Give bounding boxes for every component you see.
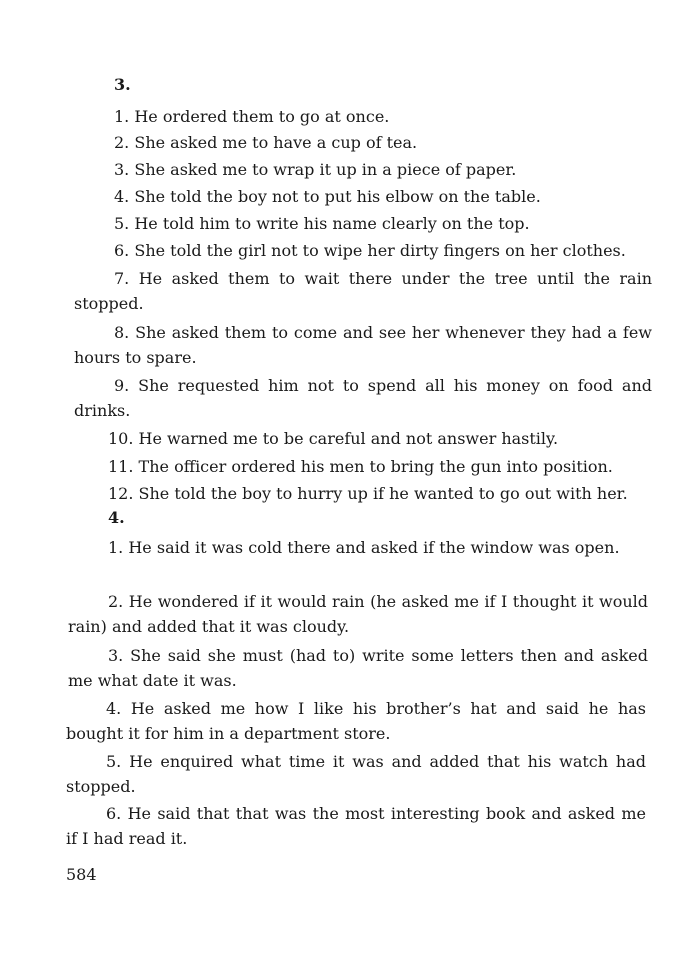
- section-3-item-3: 3. She asked me to wrap it up in a piece of paper.: [114, 160, 517, 179]
- section-4-item-1: 1. He said it was cold there and asked if the window was open.: [108, 538, 620, 557]
- section-3-item-2: 2. She asked me to have a cup of tea.: [114, 133, 418, 152]
- section-3-item-10: 10. He warned me to be careful and not answer hastily.: [108, 429, 559, 448]
- section-3-item-5: 5. He told him to write his name clearly on the top.: [114, 214, 530, 233]
- section-4-item-2: 2. He wondered if it would rain (he asked me if I thought it would rain) and added that it was cloudy.: [68, 592, 648, 636]
- page-number: 584: [66, 865, 97, 884]
- section-3-item-7: 7. He asked them to wait there under the tree until the rain stopped.: [74, 269, 652, 313]
- section-4-item-4: 4. He asked me how I like his brother’s hat and said he has bought it for him in a department store.: [66, 699, 646, 743]
- section-4-item-5: 5. He enquired what time it was and added that his watch had stopped.: [66, 752, 646, 796]
- section-heading-4: 4.: [108, 508, 125, 527]
- section-3-item-1: 1. He ordered them to go at once.: [114, 107, 390, 126]
- section-3-item-11: 11. The officer ordered his men to bring the gun into position.: [108, 457, 613, 476]
- section-3-item-4: 4. She told the boy not to put his elbow on the table.: [114, 187, 541, 206]
- section-3-item-12: 12. She told the boy to hurry up if he wanted to go out with her.: [108, 484, 628, 503]
- section-4-item-3: 3. She said she must (had to) write some letters then and asked me what date it was.: [68, 646, 648, 690]
- section-4-item-6: 6. He said that that was the most interesting book and asked me if I had read it.: [66, 804, 646, 848]
- section-3-item-8: 8. She asked them to come and see her whenever they had a few hours to spare.: [74, 323, 652, 367]
- section-heading-3: 3.: [114, 75, 131, 94]
- section-3-item-6: 6. She told the girl not to wipe her dirty fingers on her clothes.: [114, 241, 626, 260]
- section-3-item-9: 9. She requested him not to spend all his money on food and drinks.: [74, 376, 652, 420]
